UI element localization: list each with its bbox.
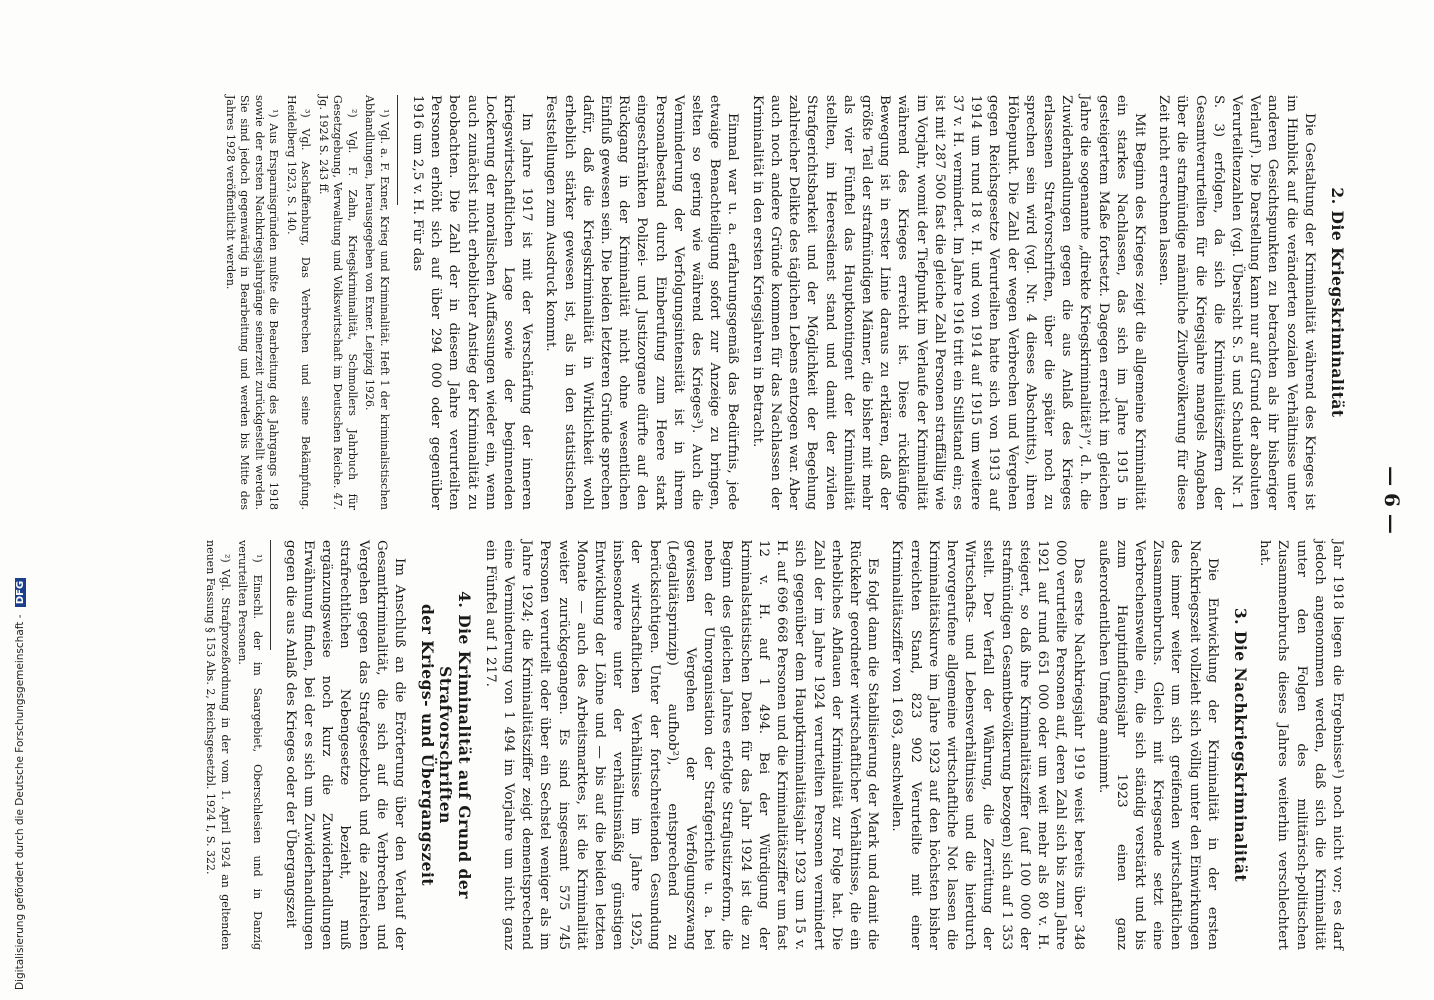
footnote: ²) Vgl. F. Zahn, Kriegskriminalität, Schmollers Jahrbuch für Gesetzgebung, Verwaltung und Volkswirtschaft im Deutschen Reiche. 47. Jg. 1924 S. 243 ff. — [316, 95, 359, 510]
footnote: ³) Vgl. Aschaffenburg, Das Verbrechen und seine Bekämpfung. Heidelberg 1923, S. 140. — [284, 95, 313, 510]
footnote-divider — [397, 95, 398, 205]
footnote: ¹) Einschl. der im Saargebiet, Oberschlesien und in Danzig verurteilten Personen. — [236, 540, 264, 950]
footnote: ¹) Aus Ersparnisgründen mußte die Bearbeitung des Jahrgangs 1918 sowie der ersten Nachkriegsjahrgänge seinerzeit zurückgestellt werden. Sie sind jedoch gegenwärtig in Bearbeitung und werden bis Mitte des Jahres 1928 veröffentlicht werden. — [223, 95, 281, 510]
digitization-caption — [14, 0, 30, 990]
paragraph: Die Entwicklung der Kriminalität in der ersten Nachkriegszeit vollzieht sich völlig unter den Einwirkungen des immer weiter um sich greifenden wirtschaftlichen Zusammenbruchs. Gleich mit Kriegsende setzt eine Verbrechenswelle ein, die sich ständig verstärkt und bis zum Hauptinflationsjahr 1923 einen ganz außerordentlichen Umfang annimmt. — [1095, 540, 1220, 950]
paragraph: Einmal war u. a. erfahrungsgemäß das Bedürfnis, jede etwaige Benachteiligung sofort zur Anzeige zu bringen, selten so gering wie während des Krieges³). Auch die Verminderung der Verfolgungsintensität ist in ihrem Personalbestand durch Einberufung zum Heere stark eingeschränkten Polizei- und Justizorgane dürfte auf den Rückgang in der Kriminalität nicht ohne wesentlichen Einfluß gewesen sein. Die beiden letzteren Gründe sprechen dafür, daß die Kriegskriminalität in Wirklichkeit wohl erheblich stärker gewesen ist, als in den statistischen Feststellungen zum Ausdruck kommt. — [543, 95, 741, 510]
paragraph: Im Jahre 1917 ist mit der Verschärfung der inneren kriegswirtschaftlichen Lage sowie der beginnenden Lockerung der moralischen Auffassungen wieder ein, wenn auch zunächst nicht erheblicher Anstieg der Kriminalität zu beobachten. Die Zahl der in diesem Jahre verurteilten Personen erhöht sich auf über 294 000 oder gegenüber 1916 um 2,5 v. H. Für das — [410, 95, 535, 510]
paragraph: Jahr 1918 liegen die Ergebnisse¹) noch nicht vor; es darf jedoch angenommen werden, daß sich die Kriminalität unter den Folgen des militärisch-politischen Zusammenbruchs dieses Jahres weiterhin verschlechtert hat. — [1257, 540, 1345, 950]
paragraph: Im Anschluß an die Erörterung über den Verlauf der Gesamtkriminalität, die sich auf die Verbrechen und Vergehen gegen das Strafgesetzbuch und die zahlreichen strafrechtlichen Nebengesetze bezieht, muß ergänzungsweise noch kurz die Zuwiderhandlungen Erwähnung finden, bei der es sich um Zuwiderhandlungen gegen die aus Anlaß des Krieges oder der Übergangszeit — [282, 540, 408, 950]
left-column — [219, 95, 1346, 510]
section-heading-transition-criminality-line2: der Kriegs- und Übergangszeit — [418, 603, 438, 887]
paragraph: Es folgt dann die Stabilisierung der Mark und damit die Rückkehr geordneter wirtschaftlicher Verhältnisse, die ein erhebliches Abflauen der Kriminalität zur Folge hat. Die Zahl der im Jahre 1924 verurteilten Personen vermindert sich gegenüber dem Hauptkriminalitätsjahr 1923 um 15 v. H. auf 696 668 Personen und die Kriminalitätsziffer um fast 12 v. H. auf 1 494. Bei der Würdigung der kriminalstatistischen Daten für das Jahr 1924 ist die zu Beginn des gleichen Jahres erfolgte Strafjustizreform, die neben der Umorganisation der Strafgerichte u. a. bei gewissen Vergehen der Verfolgungszwang (Legalitätsprinzip) aufhob²), entsprechend zu berücksichtigen. Unter der fortschreitenden Gesundung der wirtschaftlichen Verhältnisse im Jahre 1925, insbesondere unter der verhältnismäßig günstigen Entwicklung der Löhne und — bis auf die beiden letzten Monate — auch des Arbeitsmarktes, ist die Kriminalität weiter zurückgegangen. Es sind insgesamt 575 745 Personen verurteilt oder über ein Sechstel weniger als im Jahre 1924; die Kriminalitätsziffer zeigt dementsprechend eine Verminderung von 1 494 im Vorjahre um nicht ganz ein Fünftel auf 1 217. — [482, 540, 881, 950]
right-column — [200, 540, 1346, 950]
footnote: ¹) Vgl. a. F. Exner, Krieg und Kriminalität. Heft 1 der kriminalistischen Abhandlungen, herausgegeben von Exner. Leipzig 1926. — [363, 95, 391, 510]
footnote: ²) Vgl. Strafprozeßordnung in der vom 1. April 1924 an geltenden neuen Fassung § 153 Abs. 2, Reichsgesetzbl. 1924 I, S. 322. — [204, 540, 232, 950]
section-heading-postwar-criminality: 3. Die Nachkriegskriminalität — [1230, 607, 1250, 883]
caption-text: Digitalisierung gefördert durch die Deutsche Forschungsgemeinschaft - — [14, 614, 26, 990]
page-number: — 6 — — [1380, 466, 1404, 534]
paragraph: Mit Beginn des Krieges zeigt die allgemeine Kriminalität ein starkes Nachlassen, das sich im Jahre 1915 in gesteigertem Maße fortsetzt. Dagegen erreicht im gleichen Jahre die sogenannte „direkte Kriegskriminalität²)“, d. h. die Zuwiderhandlungen gegen die aus Anlaß des Krieges erlassenen Strafvorschriften, über die später noch zu sprechen sein wird (vgl. Nr. 4 dieses Abschnitts), ihren Höhepunkt. Die Zahl der wegen Verbrechen und Vergehen gegen Reichsgesetze Verurteilten hatte sich von 1913 auf 1914 um rund 18 v. H. und von 1914 auf 1915 um weitere 37 v. H. vermindert. Im Jahre 1916 tritt ein Stillstand ein; es ist mit 287 500 fast die gleiche Zahl Personen straffällig wie im Vorjahr, womit der Tiefpunkt im Verlaufe der Kriminalität während des Krieges erreicht ist. Diese rückläufige Bewegung ist in erster Linie daraus zu erklären, daß der größte Teil der strafmündigen Männer, die bisher mit mehr als vier Fünftel das Hauptkontingent der Kriminalität stellten, im Heeresdienst stand und damit der zivilen Strafgerichtsbarkeit und der Möglichkeit der Begehung zahlreicher Delikte des täglichen Lebens entzogen war. Aber auch noch andere Gründe kommen für das Nachlassen der Kriminalität in den ersten Kriegsjahren in Betracht. — [749, 95, 1147, 510]
dfg-logo: DFG — [15, 578, 26, 607]
section-heading-transition-criminality: 4. Die Kriminalität auf Grund der Strafvorschriften — [436, 591, 474, 899]
footnote-divider — [270, 540, 271, 650]
paragraph: Das erste Nachkriegsjahr 1919 weist bereits über 348 000 verurteilte Personen auf, deren Zahl sich bis zum Jahre 1921 auf rund 651 000 oder um weit mehr als 80 v. H. steigert, so daß ihre Kriminalitätsziffer (auf 100 000 der strafmündigen Gesamtbevölkerung bezogen) sich auf 1 353 stellt. Der Verfall der Währung, die Zerrüttung der Wirtschafts- und Lebensverhältnisse und die hierdurch hervorgerufene allgemeine wirtschaftliche Not lassen die Kriminalitätskurve im Jahre 1923 auf den höchsten bisher erreichten Stand, 823 902 Verurteilte mit einer Kriminalitätsziffer von 1 693, anschwellen. — [889, 540, 1087, 950]
paragraph: Die Gestaltung der Kriminalität während des Krieges ist im Hinblick auf die veränderten sozialen Verhältnisse unter anderen Gesichtspunkten zu betrachten als ihr bisheriger Verlauf¹). Die Darstellung kann nur auf Grund der absoluten Verurteiltenzahlen (vgl. Übersicht S. 5 und Schaubild Nr. 1 S. 3) erfolgen, da sich die Kriminalitätsziffern der Gesamtverurteilten für die Kriegsjahre mangels Angaben über die strafmündige männliche Zivilbevölkerung für diese Zeit nicht errechnen lassen. — [1156, 95, 1317, 510]
section-heading-war-criminality: 2. Die Kriegskriminalität — [1328, 187, 1347, 418]
